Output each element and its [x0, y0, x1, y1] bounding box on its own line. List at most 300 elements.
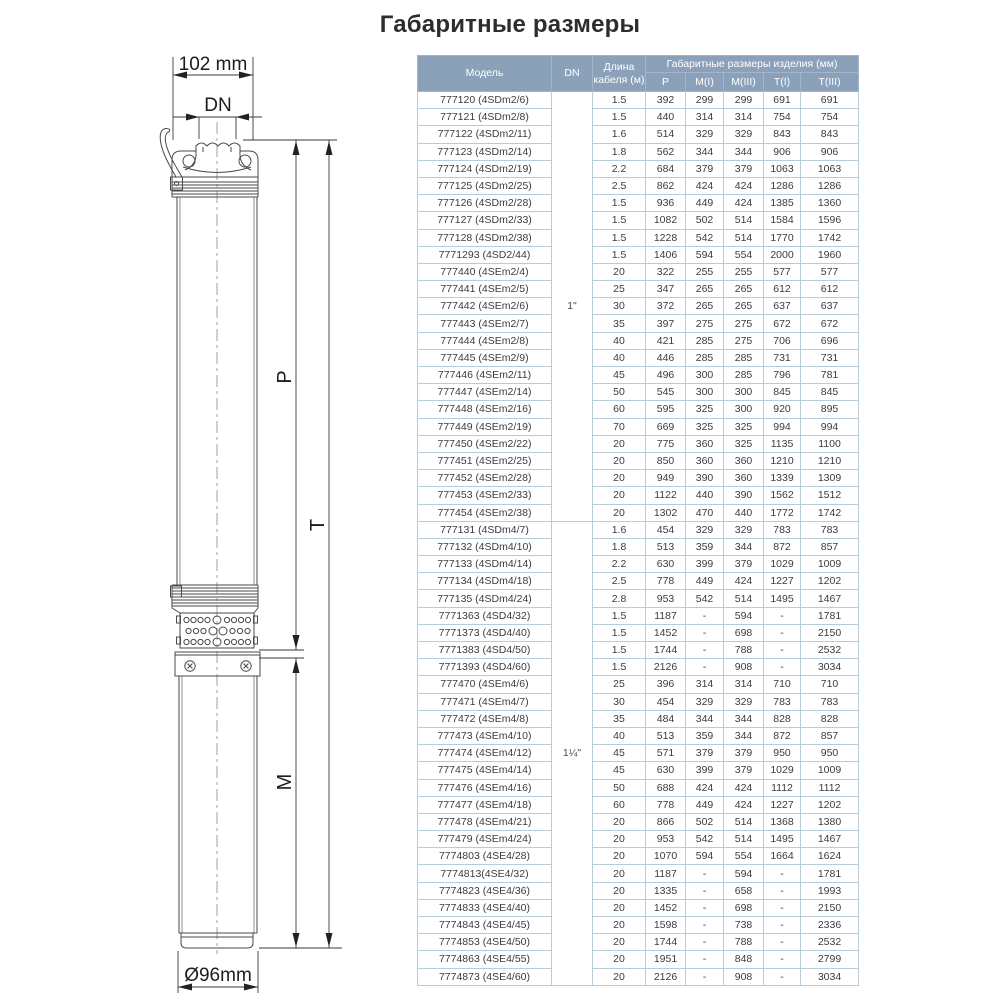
dimension-value-cell: 2000 — [764, 246, 801, 263]
dimension-value-cell: 1512 — [801, 487, 859, 504]
dimension-value-cell: 554 — [724, 848, 764, 865]
table-row — [418, 951, 859, 968]
dimension-value-cell: 379 — [686, 160, 724, 177]
dimension-value-cell: 513 — [646, 538, 686, 555]
dimension-value-cell: 1452 — [646, 624, 686, 641]
cable-length-cell: 25 — [593, 281, 646, 298]
dimension-value-cell: - — [686, 968, 724, 985]
dimension-value-cell: 1452 — [646, 899, 686, 916]
dimension-value-cell: 314 — [686, 109, 724, 126]
model-cell: 777470 (4SEm4/6) — [418, 676, 552, 693]
cable-length-cell: 2.5 — [593, 177, 646, 194]
dimension-value-cell: 1744 — [646, 642, 686, 659]
dimension-value-cell: 329 — [686, 521, 724, 538]
table-row — [418, 865, 859, 882]
dimension-value-cell: 778 — [646, 573, 686, 590]
pump-dimensional-drawing — [0, 0, 400, 1000]
table-row — [418, 229, 859, 246]
dimension-value-cell: 1467 — [801, 831, 859, 848]
dimension-value-cell: 669 — [646, 418, 686, 435]
cable-length-cell: 1.6 — [593, 521, 646, 538]
header-m1: M(I) — [686, 73, 724, 92]
model-cell: 7774873 (4SE4/60) — [418, 968, 552, 985]
model-cell: 777454 (4SEm2/38) — [418, 504, 552, 521]
dimension-value-cell: 906 — [801, 143, 859, 160]
dimension-value-cell: - — [764, 607, 801, 624]
model-cell: 777124 (4SDm2/19) — [418, 160, 552, 177]
table-row — [418, 212, 859, 229]
dimension-value-cell: 285 — [724, 349, 764, 366]
table-row — [418, 246, 859, 263]
dimension-value-cell: 1951 — [646, 951, 686, 968]
dimension-value-cell: 424 — [724, 796, 764, 813]
bottom-diameter-label: Ø96mm — [184, 965, 252, 986]
dimension-value-cell: 612 — [801, 281, 859, 298]
dimension-value-cell: 514 — [724, 831, 764, 848]
dimension-value-cell: 637 — [801, 298, 859, 315]
table-row — [418, 624, 859, 641]
model-cell: 777120 (4SDm2/6) — [418, 92, 552, 109]
dimension-value-cell: 359 — [686, 727, 724, 744]
table-row — [418, 693, 859, 710]
dimension-value-cell: - — [686, 899, 724, 916]
dimension-value-cell: 1624 — [801, 848, 859, 865]
model-cell: 777471 (4SEm4/7) — [418, 693, 552, 710]
dimension-value-cell: 379 — [724, 556, 764, 573]
t-dimension-label: T — [307, 518, 329, 532]
dimension-value-cell: 778 — [646, 796, 686, 813]
dimension-value-cell: 1112 — [801, 779, 859, 796]
dimension-value-cell: 542 — [686, 229, 724, 246]
dimension-value-cell: 1070 — [646, 848, 686, 865]
cable-length-cell: 1.5 — [593, 659, 646, 676]
dimension-value-cell: 950 — [801, 745, 859, 762]
dimension-value-cell: 857 — [801, 538, 859, 555]
dimension-value-cell: 906 — [764, 143, 801, 160]
dimension-value-cell: 908 — [724, 659, 764, 676]
cable-length-cell: 45 — [593, 367, 646, 384]
table-row — [418, 504, 859, 521]
dimension-value-cell: 542 — [686, 831, 724, 848]
dimension-value-cell: 1187 — [646, 865, 686, 882]
dimension-t — [326, 140, 333, 948]
dimension-value-cell: 255 — [686, 263, 724, 280]
dimension-value-cell: 1339 — [764, 470, 801, 487]
dimension-value-cell: 300 — [686, 367, 724, 384]
cable-length-cell: 2.8 — [593, 590, 646, 607]
dimension-value-cell: 421 — [646, 332, 686, 349]
dimension-value-cell: 299 — [724, 92, 764, 109]
dimension-value-cell: 1302 — [646, 504, 686, 521]
dimension-value-cell: 344 — [686, 143, 724, 160]
dimension-value-cell: 857 — [801, 727, 859, 744]
dimension-value-cell: 1744 — [646, 934, 686, 951]
dimension-value-cell: 738 — [724, 917, 764, 934]
cable-length-cell: 1.5 — [593, 607, 646, 624]
page-title: Габаритные размеры — [379, 11, 641, 38]
dimension-value-cell: 545 — [646, 384, 686, 401]
dimension-value-cell: 440 — [646, 109, 686, 126]
dimension-value-cell: 470 — [686, 504, 724, 521]
dimension-value-cell: 2126 — [646, 968, 686, 985]
table-row — [418, 556, 859, 573]
model-cell: 777441 (4SEm2/5) — [418, 281, 552, 298]
cable-length-cell: 20 — [593, 968, 646, 985]
dimension-value-cell: 698 — [724, 899, 764, 916]
dimension-value-cell: 612 — [764, 281, 801, 298]
model-cell: 777123 (4SDm2/14) — [418, 143, 552, 160]
cable-length-cell: 20 — [593, 865, 646, 882]
cable-length-cell: 45 — [593, 745, 646, 762]
cable-length-cell: 20 — [593, 504, 646, 521]
model-cell: 7774863 (4SE4/55) — [418, 951, 552, 968]
dimension-value-cell: 862 — [646, 177, 686, 194]
table-row — [418, 418, 859, 435]
dimension-value-cell: 359 — [686, 538, 724, 555]
model-cell: 777453 (4SEm2/33) — [418, 487, 552, 504]
model-cell: 777132 (4SDm4/10) — [418, 538, 552, 555]
cable-length-cell: 20 — [593, 831, 646, 848]
cable-length-cell: 20 — [593, 848, 646, 865]
dimension-value-cell: 379 — [724, 745, 764, 762]
dimension-value-cell: 322 — [646, 263, 686, 280]
dimension-value-cell: - — [764, 899, 801, 916]
table-row — [418, 917, 859, 934]
dimension-value-cell: 1385 — [764, 195, 801, 212]
dimension-value-cell: 796 — [764, 367, 801, 384]
model-cell: 777478 (4SEm4/21) — [418, 813, 552, 830]
dimension-value-cell: 953 — [646, 831, 686, 848]
table-row — [418, 659, 859, 676]
dimension-value-cell: 872 — [764, 727, 801, 744]
table-row — [418, 263, 859, 280]
model-cell: 777473 (4SEm4/10) — [418, 727, 552, 744]
cable-length-cell: 35 — [593, 315, 646, 332]
table-row — [418, 745, 859, 762]
dimension-value-cell: 424 — [724, 779, 764, 796]
model-cell: 777444 (4SEm2/8) — [418, 332, 552, 349]
dimension-value-cell: 2126 — [646, 659, 686, 676]
dimension-value-cell: 843 — [764, 126, 801, 143]
dimension-value-cell: 514 — [724, 229, 764, 246]
cable-length-cell: 1.8 — [593, 538, 646, 555]
dimension-value-cell: 265 — [686, 298, 724, 315]
header-dn: DN — [552, 56, 593, 92]
table-row — [418, 92, 859, 109]
dimension-value-cell: 424 — [686, 177, 724, 194]
dimension-value-cell: 379 — [724, 160, 764, 177]
dimension-value-cell: 1029 — [764, 556, 801, 573]
dimension-value-cell: 424 — [724, 177, 764, 194]
dimension-value-cell: 275 — [724, 315, 764, 332]
dimension-value-cell: 672 — [801, 315, 859, 332]
dimension-value-cell: 265 — [724, 281, 764, 298]
dimension-value-cell: 1993 — [801, 882, 859, 899]
table-row — [418, 195, 859, 212]
cable-length-cell: 30 — [593, 298, 646, 315]
dimension-value-cell: 1495 — [764, 590, 801, 607]
model-cell: 7774823 (4SE4/36) — [418, 882, 552, 899]
dimension-value-cell: 496 — [646, 367, 686, 384]
dimension-value-cell: 1495 — [764, 831, 801, 848]
table-row — [418, 109, 859, 126]
suction-screen — [177, 613, 258, 648]
dimension-value-cell: 300 — [686, 384, 724, 401]
table-row — [418, 573, 859, 590]
model-cell: 777450 (4SEm2/22) — [418, 435, 552, 452]
cable-length-cell: 40 — [593, 332, 646, 349]
dimension-value-cell: 454 — [646, 521, 686, 538]
dimension-value-cell: - — [686, 882, 724, 899]
dimension-value-cell: 783 — [764, 521, 801, 538]
dimension-value-cell: - — [764, 865, 801, 882]
dimension-value-cell: 1770 — [764, 229, 801, 246]
table-row — [418, 710, 859, 727]
dimension-value-cell: 594 — [724, 607, 764, 624]
dimension-value-cell: 571 — [646, 745, 686, 762]
header-t1: T(I) — [764, 73, 801, 92]
dimension-value-cell: 390 — [686, 470, 724, 487]
size-table-body — [418, 92, 859, 986]
dimension-value-cell: 1009 — [801, 762, 859, 779]
dimension-value-cell: 949 — [646, 470, 686, 487]
model-cell: 777121 (4SDm2/8) — [418, 109, 552, 126]
coupling-band — [175, 652, 260, 676]
dimension-value-cell: 329 — [724, 126, 764, 143]
dimension-value-cell: 696 — [801, 332, 859, 349]
cable-length-cell: 20 — [593, 452, 646, 469]
cable-length-cell: 45 — [593, 762, 646, 779]
model-cell: 7774813(4SE4/32) — [418, 865, 552, 882]
model-cell: 777451 (4SEm2/25) — [418, 452, 552, 469]
cable-length-cell: 1.5 — [593, 195, 646, 212]
table-row — [418, 177, 859, 194]
dimension-value-cell: 325 — [724, 418, 764, 435]
model-cell: 777445 (4SEm2/9) — [418, 349, 552, 366]
dimension-value-cell: 1360 — [801, 195, 859, 212]
table-row — [418, 796, 859, 813]
dimension-value-cell: 1286 — [801, 177, 859, 194]
dimension-value-cell: 630 — [646, 556, 686, 573]
dimension-value-cell: 360 — [686, 452, 724, 469]
model-cell: 777127 (4SDm2/33) — [418, 212, 552, 229]
dimension-value-cell: 1122 — [646, 487, 686, 504]
dimension-value-cell: - — [764, 624, 801, 641]
dimension-value-cell: 850 — [646, 452, 686, 469]
dimension-value-cell: - — [686, 607, 724, 624]
dimension-value-cell: 275 — [724, 332, 764, 349]
dimension-value-cell: 347 — [646, 281, 686, 298]
dimension-value-cell: 265 — [686, 281, 724, 298]
dimension-value-cell: 1202 — [801, 796, 859, 813]
dimension-value-cell: - — [764, 642, 801, 659]
dimension-value-cell: 1227 — [764, 796, 801, 813]
model-cell: 777442 (4SEm2/6) — [418, 298, 552, 315]
dimension-value-cell: 577 — [801, 263, 859, 280]
model-cell: 7771393 (4SD4/60) — [418, 659, 552, 676]
table-row — [418, 813, 859, 830]
dimension-value-cell: 392 — [646, 92, 686, 109]
dimension-value-cell: 1742 — [801, 229, 859, 246]
cable-length-cell: 20 — [593, 934, 646, 951]
dimension-value-cell: 379 — [686, 745, 724, 762]
cable-length-cell: 20 — [593, 263, 646, 280]
dimension-value-cell: 399 — [686, 762, 724, 779]
cable-length-cell: 40 — [593, 349, 646, 366]
table-row — [418, 401, 859, 418]
model-cell: 777477 (4SEm4/18) — [418, 796, 552, 813]
dimension-value-cell: - — [764, 968, 801, 985]
dimension-value-cell: 1467 — [801, 590, 859, 607]
dimension-value-cell: 1960 — [801, 246, 859, 263]
cable-length-cell: 1.5 — [593, 642, 646, 659]
dimension-value-cell: 775 — [646, 435, 686, 452]
cable-length-cell: 50 — [593, 779, 646, 796]
dimension-value-cell: 325 — [686, 418, 724, 435]
dimension-value-cell: 360 — [686, 435, 724, 452]
dimension-value-cell: 1309 — [801, 470, 859, 487]
dimension-value-cell: 672 — [764, 315, 801, 332]
model-cell: 7771383 (4SD4/50) — [418, 642, 552, 659]
dimension-value-cell: 658 — [724, 882, 764, 899]
table-row — [418, 899, 859, 916]
model-cell: 777447 (4SEm2/14) — [418, 384, 552, 401]
dimension-value-cell: 783 — [801, 693, 859, 710]
dimension-value-cell: 554 — [724, 246, 764, 263]
cable-length-cell: 20 — [593, 470, 646, 487]
dimension-value-cell: - — [686, 642, 724, 659]
table-row — [418, 882, 859, 899]
cable-length-cell: 70 — [593, 418, 646, 435]
dimension-value-cell: 754 — [764, 109, 801, 126]
dimension-value-cell: 3034 — [801, 659, 859, 676]
head-rib-section — [172, 177, 258, 197]
dimension-value-cell: 828 — [801, 710, 859, 727]
dimension-value-cell: 299 — [686, 92, 724, 109]
dimension-value-cell: 329 — [724, 521, 764, 538]
table-row — [418, 160, 859, 177]
cable-length-cell: 60 — [593, 796, 646, 813]
cable-length-cell: 1.5 — [593, 229, 646, 246]
dimension-value-cell: 314 — [686, 676, 724, 693]
model-cell: 777448 (4SEm2/16) — [418, 401, 552, 418]
dimension-value-cell: 866 — [646, 813, 686, 830]
table-row — [418, 538, 859, 555]
table-row — [418, 349, 859, 366]
cable-length-cell: 2.5 — [593, 573, 646, 590]
dimension-value-cell: 440 — [686, 487, 724, 504]
cable-length-cell: 20 — [593, 899, 646, 916]
dimension-value-cell: 1781 — [801, 865, 859, 882]
table-row — [418, 848, 859, 865]
dimension-value-cell: - — [686, 934, 724, 951]
dimension-value-cell: 781 — [801, 367, 859, 384]
dimension-value-cell: 698 — [724, 624, 764, 641]
dimension-value-cell: 594 — [686, 848, 724, 865]
dimension-value-cell: 691 — [801, 92, 859, 109]
dimension-value-cell: 314 — [724, 676, 764, 693]
dimension-value-cell: 2799 — [801, 951, 859, 968]
dimension-value-cell: 2532 — [801, 642, 859, 659]
model-cell: 777126 (4SDm2/28) — [418, 195, 552, 212]
dimension-value-cell: 449 — [686, 796, 724, 813]
cable-length-cell: 40 — [593, 727, 646, 744]
cable-length-cell: 20 — [593, 813, 646, 830]
dn-cell: 1" — [552, 92, 593, 522]
dimension-value-cell: 1772 — [764, 504, 801, 521]
dimension-value-cell: 788 — [724, 642, 764, 659]
cable-length-cell: 25 — [593, 676, 646, 693]
dimension-value-cell: 783 — [764, 693, 801, 710]
dimension-value-cell: 502 — [686, 212, 724, 229]
cable-length-cell: 2.2 — [593, 160, 646, 177]
dimension-value-cell: 594 — [686, 246, 724, 263]
dimension-value-cell: 325 — [724, 435, 764, 452]
dimension-value-cell: 848 — [724, 951, 764, 968]
dimension-value-cell: 754 — [801, 109, 859, 126]
pump-head-bracket — [172, 151, 258, 177]
motor-body — [179, 676, 257, 933]
dimension-value-cell: - — [764, 934, 801, 951]
dimension-value-cell: 845 — [801, 384, 859, 401]
cable-length-cell: 1.5 — [593, 109, 646, 126]
dimension-value-cell: 424 — [724, 195, 764, 212]
dimension-value-cell: 1063 — [764, 160, 801, 177]
dimension-value-cell: 710 — [801, 676, 859, 693]
model-cell: 777452 (4SEm2/28) — [418, 470, 552, 487]
dimension-value-cell: - — [764, 659, 801, 676]
dimension-value-cell: 1596 — [801, 212, 859, 229]
model-cell: 777475 (4SEm4/14) — [418, 762, 552, 779]
dimension-value-cell: 710 — [764, 676, 801, 693]
model-cell: 777122 (4SDm2/11) — [418, 126, 552, 143]
table-row — [418, 762, 859, 779]
dimension-value-cell: 514 — [646, 126, 686, 143]
model-cell: 7774843 (4SE4/45) — [418, 917, 552, 934]
dimension-value-cell: 783 — [801, 521, 859, 538]
dimension-value-cell: 1009 — [801, 556, 859, 573]
dimension-value-cell: 1406 — [646, 246, 686, 263]
header-model: Модель — [418, 56, 552, 92]
dimension-value-cell: 1742 — [801, 504, 859, 521]
dimension-value-cell: - — [686, 917, 724, 934]
dimension-value-cell: 325 — [686, 401, 724, 418]
dimension-value-cell: 329 — [686, 126, 724, 143]
dimension-value-cell: 329 — [724, 693, 764, 710]
dimension-value-cell: 300 — [724, 401, 764, 418]
model-cell: 7771293 (4SD2/44) — [418, 246, 552, 263]
dimension-value-cell: 446 — [646, 349, 686, 366]
table-row — [418, 607, 859, 624]
cable-length-cell: 20 — [593, 917, 646, 934]
dimension-value-cell: 285 — [686, 332, 724, 349]
dimension-value-cell: 920 — [764, 401, 801, 418]
table-row — [418, 332, 859, 349]
dimension-value-cell: 994 — [764, 418, 801, 435]
dimension-value-cell: 484 — [646, 710, 686, 727]
model-cell: 777446 (4SEm2/11) — [418, 367, 552, 384]
model-cell: 7774833 (4SE4/40) — [418, 899, 552, 916]
dimension-value-cell: 1380 — [801, 813, 859, 830]
dn-cell: 1¼" — [552, 521, 593, 985]
dimension-value-cell: 1202 — [801, 573, 859, 590]
dimension-value-cell: 594 — [724, 865, 764, 882]
dimension-value-cell: - — [764, 882, 801, 899]
dimension-value-cell: - — [686, 624, 724, 641]
lower-rib-band — [171, 585, 259, 613]
cable-length-cell: 1.5 — [593, 92, 646, 109]
cable-length-cell: 1.8 — [593, 143, 646, 160]
